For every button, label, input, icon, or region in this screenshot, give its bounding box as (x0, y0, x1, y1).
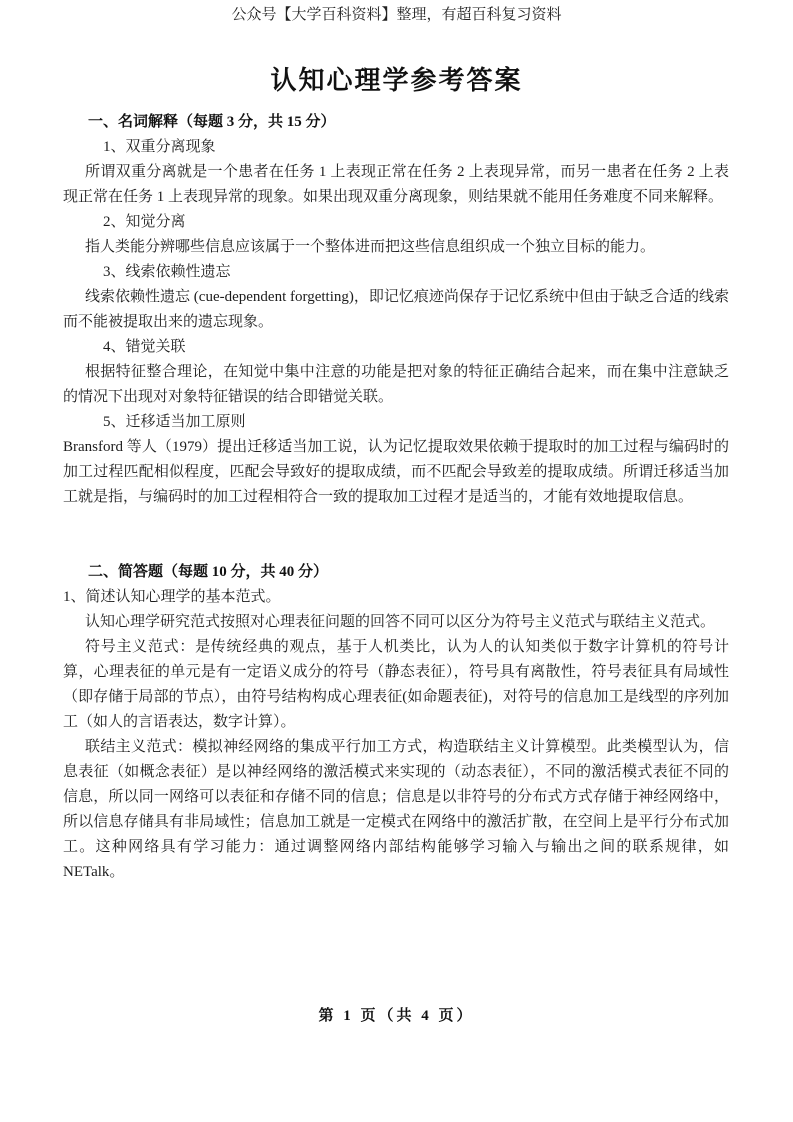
section1-heading: 一、名词解释（每题 3 分，共 15 分） (88, 114, 336, 130)
term-line: 1、双重分离现象 (103, 139, 216, 155)
answer-paragraph: 认知心理学研究范式按照对心理表征问题的回答不同可以区分为符号主义范式与联结主义范式。 (85, 614, 716, 630)
definition-paragraph: 所谓双重分离就是一个患者在任务 1 上表现正常在任务 2 上表现异常，而另一患者在任务 2 上表现正常在任务 1 上表现异常的现象。如果出现双重分离现象，则结果就不能用任务难度不同来解释。 (63, 164, 729, 205)
section2-heading: 二、简答题（每题 10 分，共 40 分） (88, 564, 329, 580)
term-line: 3、线索依赖性遗忘 (103, 264, 231, 280)
term-line: 5、迁移适当加工原则 (103, 414, 246, 430)
answer-paragraph: 联结主义范式：模拟神经网络的集成平行加工方式，构造联结主义计算模型。此类模型认为，信息表征（如概念表征）是以神经网络的激活模式来实现的（动态表征），不同的激活模式表征不同的信息，所以同一网络可以表征和存储不同的信息；信息是以非符号的分布式方式存储于神经网络中，所以信息存储具有非局域性；信息加工就是一定模式在网络中的激活扩散，在空间上是平行分布式加工。这种网络具有学习能力：通过调整网络内部结构能够学习输入与输出之间的联系规律，如 NETalk。 (63, 739, 729, 880)
definition-paragraph: Bransford 等人（1979）提出迁移适当加工说，认为记忆提取效果依赖于提取时的加工过程与编码时的加工过程匹配相似程度，匹配会导致好的提取成绩，而不匹配会导致差的提取成绩。所谓迁移适当加工就是指，与编码时的加工过程相符合一致的提取加工过程才是适当的，才能有效地提取信息。 (63, 439, 729, 505)
page-title: 认知心理学参考答案 (270, 66, 523, 95)
definition-paragraph: 指人类能分辨哪些信息应该属于一个整体进而把这些信息组织成一个独立目标的能力。 (85, 239, 656, 255)
section1-definition-list (63, 135, 729, 510)
document-body (63, 110, 729, 885)
document-header-note: 公众号【大学百科资料】整理，有超百科复习资料 (231, 7, 562, 23)
term-line: 2、知觉分离 (103, 214, 186, 230)
page-number-footer: 第 1 页（共 4 页） (318, 1008, 475, 1024)
section2 (63, 560, 729, 885)
definition-paragraph: 根据特征整合理论，在知觉中集中注意的功能是把对象的特征正确结合起来，而在集中注意缺乏的情况下出现对对象特征错误的结合即错觉关联。 (63, 364, 729, 405)
section2-question: 1、简述认知心理学的基本范式。 (63, 589, 281, 605)
section2-answer (63, 610, 729, 885)
definition-paragraph: 线索依赖性遗忘 (cue-dependent forgetting)，即记忆痕迹尚保存于记忆系统中但由于缺乏合适的线索而不能被提取出来的遗忘现象。 (63, 289, 729, 330)
term-line: 4、错觉关联 (103, 339, 186, 355)
answer-paragraph: 符号主义范式：是传统经典的观点，基于人机类比，认为人的认知类似于数字计算机的符号计算，心理表征的单元是有一定语义成分的符号（静态表征），符号具有离散性，符号表征具有局域性（即存储于局部的节点），由符号结构构成心理表征(如命题表征)，对符号的信息加工是线型的序列加工（如人的言语表达，数字计算）。 (63, 639, 729, 730)
